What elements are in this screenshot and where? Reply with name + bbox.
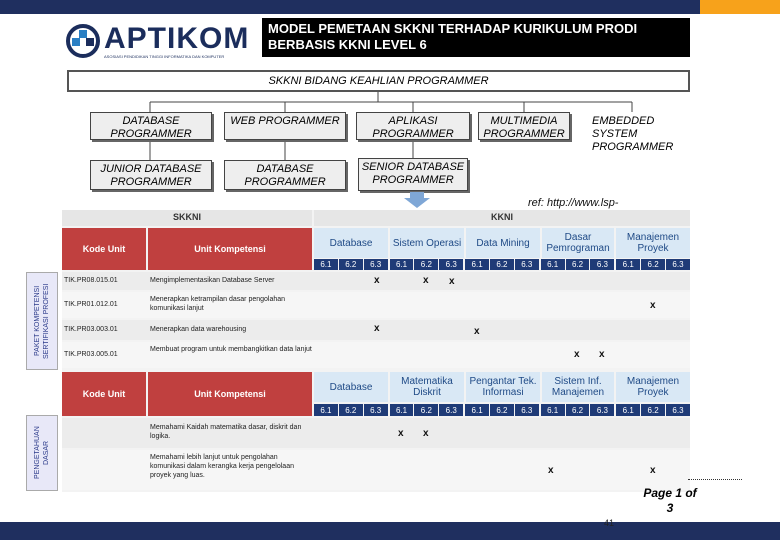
unit-cell: Memahami lebih lanjut untuk pengolahan komunikasi dalam kerangka kerja pengelolaan proyek yang luas. (150, 454, 294, 479)
group-dasar-pemrograman: Dasar Pemrograman (542, 228, 614, 258)
page-indicator: Page 1 of 3 (643, 486, 697, 515)
group-database-2: Database (314, 372, 388, 402)
subcol: 6.3 (364, 404, 388, 416)
job-web-programmer: WEB PROGRAMMER (224, 112, 346, 140)
subcol: 6.2 (490, 259, 514, 270)
job-embedded-system-programmer: EMBEDDED SYSTEM PROGRAMMER (592, 115, 674, 153)
slide-title: MODEL PEMETAAN SKKNI TERHADAP KURIKULUM PRODI BERBASIS KKNI LEVEL 6 (262, 18, 690, 57)
mark-x: x (374, 323, 380, 334)
subcol: 6.2 (414, 259, 438, 270)
kode-cell: TIK.PR03.005.01 (64, 351, 118, 358)
job-aplikasi-programmer: APLIKASI PROGRAMMER (356, 112, 470, 140)
kode-cell: TIK.PR08.015.01 (64, 277, 118, 284)
mark-x: x (474, 326, 480, 337)
subcol: 6.1 (314, 404, 338, 416)
subcol: 6.1 (541, 404, 565, 416)
subcol: 6.3 (590, 404, 614, 416)
reference-text: ref: http://www.lsp- (528, 197, 619, 209)
subcol: 6.2 (641, 404, 665, 416)
job-multimedia-programmer: MULTIMEDIA PROGRAMMER (478, 112, 570, 140)
subcol: 6.3 (439, 404, 463, 416)
subcol: 6.1 (465, 259, 489, 270)
subcol: 6.2 (566, 259, 590, 270)
subcol: 6.3 (590, 259, 614, 270)
group-manajemen-proyek-2: Manajemen Proyek (616, 372, 690, 402)
subcol: 6.1 (541, 259, 565, 270)
bottom-bar (0, 522, 780, 540)
divider-dotted (688, 479, 742, 480)
mark-x: x (423, 275, 429, 286)
job-database-programmer: DATABASE PROGRAMMER (90, 112, 212, 140)
subcol: 6.3 (666, 404, 690, 416)
subcol: 6.1 (314, 259, 338, 270)
page-number: 41 (604, 518, 615, 528)
down-arrow-icon (404, 192, 430, 208)
unit-cell: Mengimplementasikan Database Server (150, 277, 275, 284)
job-database-programmer-2: DATABASE PROGRAMMER (224, 160, 346, 190)
subcol: 6.2 (339, 259, 363, 270)
unit-cell: Menerapkan ketrampilan dasar pengolahan komunikasi lanjut (150, 296, 286, 312)
subcol: 6.1 (390, 259, 414, 270)
kode-cell: TIK.PR01.012.01 (64, 301, 118, 308)
mark-x: x (449, 276, 455, 287)
job-senior-database-programmer: SENIOR DATABASE PROGRAMMER (358, 158, 468, 191)
subcol: 6.1 (390, 404, 414, 416)
group-sistem-operasi: Sistem Operasi (390, 228, 464, 258)
subcol: 6.2 (566, 404, 590, 416)
subcol: 6.2 (641, 259, 665, 270)
logo-subtitle: ASOSIASI PENDIDIKAN TINGGI INFORMATIKA DAN KOMPUTER (104, 54, 225, 59)
subcol: 6.3 (666, 259, 690, 270)
group-data-mining: Data Mining (466, 228, 540, 258)
skkni-header: SKKNI (62, 210, 312, 226)
job-junior-database-programmer: JUNIOR DATABASE PROGRAMMER (90, 160, 212, 190)
subcol: 6.3 (515, 259, 539, 270)
group-sistem-inf-manajemen: Sistem Inf. Manajemen (542, 372, 614, 402)
mark-x: x (599, 349, 605, 360)
mark-x: x (398, 428, 404, 439)
subcol: 6.1 (616, 259, 640, 270)
group-manajemen-proyek: Manajemen Proyek (616, 228, 690, 258)
subcol: 6.3 (515, 404, 539, 416)
unit-cell: Menerapkan data warehousing (150, 326, 247, 333)
group-matematika-diskrit: Matematika Diskrit (390, 372, 464, 402)
mark-x: x (650, 465, 656, 476)
subcol-row-bottom (314, 404, 690, 416)
subcol: 6.2 (414, 404, 438, 416)
subcol: 6.1 (616, 404, 640, 416)
group-pengantar-tek-informasi: Pengantar Tek. Informasi (466, 372, 540, 402)
subcol: 6.2 (339, 404, 363, 416)
kode-unit-header-2: Kode Unit (62, 372, 146, 416)
kode-cell: TIK.PR03.003.01 (64, 326, 118, 333)
subcol-row-top (314, 259, 690, 270)
kkni-header: KKNI (314, 210, 690, 226)
bidang-header: SKKNI BIDANG KEAHLIAN PROGRAMMER (67, 70, 690, 92)
mark-x: x (423, 428, 429, 439)
side-label-paket: PAKET KOMPETENSI SERTIFIKASI PROFESI (26, 272, 58, 370)
mark-x: x (574, 349, 580, 360)
mark-x: x (548, 465, 554, 476)
unit-kompetensi-header-2: Unit Kompetensi (148, 372, 312, 416)
logo-wordmark: APTIKOM (104, 22, 250, 55)
side-label-pengetahuan: PENGETAHUAN DASAR (26, 415, 58, 491)
mark-x: x (374, 275, 380, 286)
unit-cell: Memahami Kaidah matematika dasar, diskrit dan logika. (150, 424, 302, 440)
subcol: 6.3 (364, 259, 388, 270)
group-database: Database (314, 228, 388, 258)
mark-x: x (650, 300, 656, 311)
kode-unit-header: Kode Unit (62, 228, 146, 270)
subcol: 6.1 (465, 404, 489, 416)
subcol: 6.2 (490, 404, 514, 416)
unit-cell: Membuat program untuk membangkitkan data lanjut (150, 346, 312, 353)
subcol: 6.3 (439, 259, 463, 270)
unit-kompetensi-header: Unit Kompetensi (148, 228, 312, 270)
